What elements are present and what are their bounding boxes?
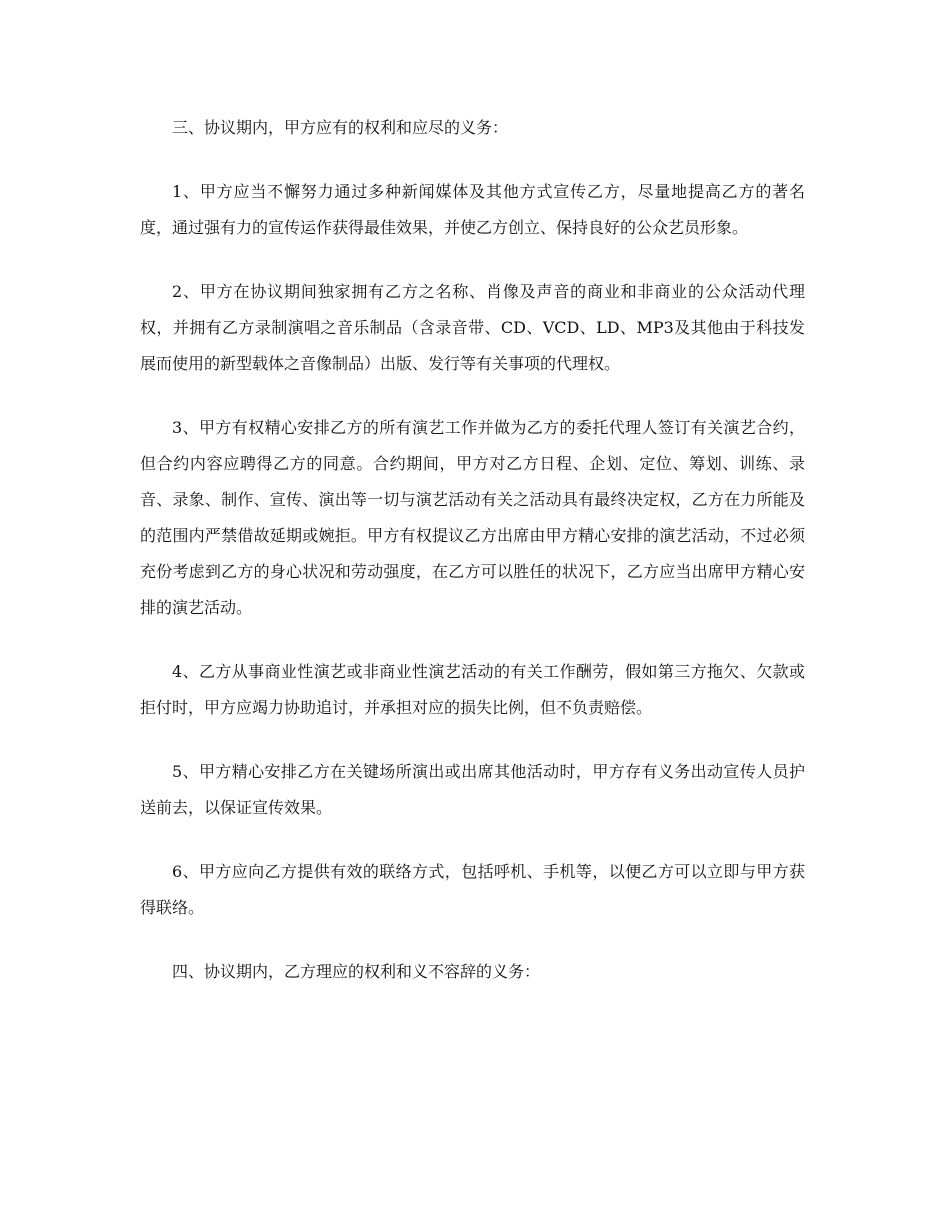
section-heading-3: 三、协议期内，甲方应有的权利和应尽的义务： [172,118,509,137]
document-body [140,110,805,990]
clause-3-5: 5、甲方精心安排乙方在关键场所演出或出席其他活动时，甲方存有义务出动宣传人员护送前去，以保证宣传效果。 [140,762,805,817]
clause-3-2: 2、甲方在协议期间独家拥有乙方之名称、肖像及声音的商业和非商业的公众活动代理权，并拥有乙方录制演唱之音乐制品（含录音带、CD、VCD、LD、MP3及其他由于科技发展而使用的新型载体之音像制品）出版、发行等有关事项的代理权。 [140,282,805,373]
clause-3-4: 4、乙方从事商业性演艺或非商业性演艺活动的有关工作酬劳，假如第三方拖欠、欠款或拒付时，甲方应竭力协助追讨，并承担对应的损失比例，但不负责赔偿。 [140,662,805,717]
clause-3-3: 3、甲方有权精心安排乙方的所有演艺工作并做为乙方的委托代理人签订有关演艺合约，但合约内容应聘得乙方的同意。合约期间，甲方对乙方日程、企划、定位、筹划、训练、录音、录象、制作、宣传、演出等一切与演艺活动有关之活动具有最终决定权，乙方在力所能及的范围内严禁借故延期或婉拒。甲方有权提议乙方出席由甲方精心安排的演艺活动，不过必须充份考虑到乙方的身心状况和劳动强度，在乙方可以胜任的状况下，乙方应当出席甲方精心安排的演艺活动。 [140,418,805,617]
clause-3-6: 6、甲方应向乙方提供有效的联络方式，包括呼机、手机等，以便乙方可以立即与甲方获得联络。 [140,862,805,917]
clause-3-1: 1、甲方应当不懈努力通过多种新闻媒体及其他方式宣传乙方，尽量地提高乙方的著名度，通过强有力的宣传运作获得最佳效果，并使乙方创立、保持良好的公众艺员形象。 [140,182,805,237]
section-heading-4: 四、协议期内，乙方理应的权利和义不容辞的义务： [172,962,541,981]
